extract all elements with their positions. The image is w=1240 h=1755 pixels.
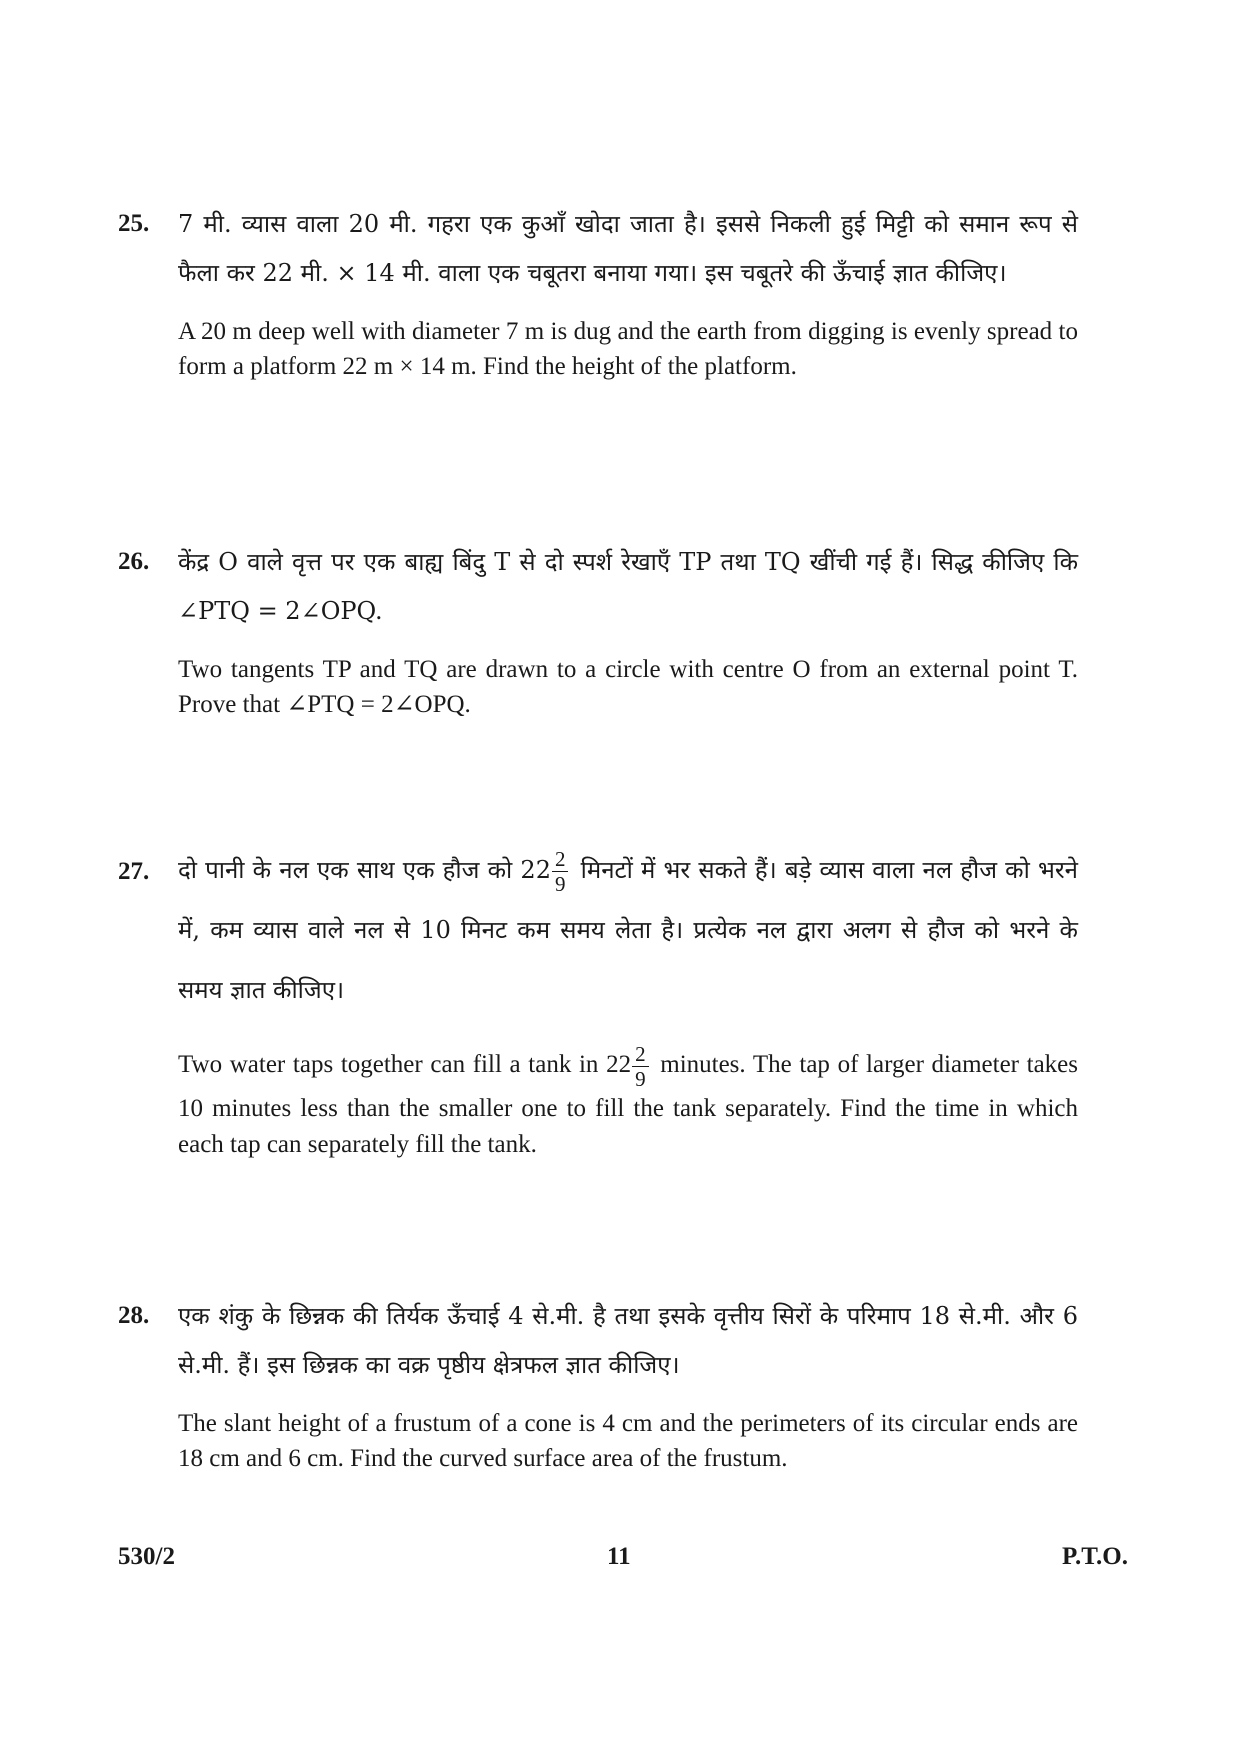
fraction-denominator: 9	[554, 872, 566, 896]
page-footer	[118, 1543, 1128, 1575]
mixed-fraction-whole: 22	[606, 1051, 632, 1079]
question-26	[118, 538, 1078, 722]
question-number: 25.	[118, 210, 150, 237]
question-28	[118, 1292, 1078, 1476]
question-text-hindi: एक शंकु के छिन्नक की तिर्यक ऊँचाई 4 से.मी. है तथा इसके वृत्तीय सिरों के परिमाप 18 से.मी. और 6 से.मी. हैं। इस छिन्नक का वक्र पृष्ठीय क्षेत्रफल ज्ञात कीजिए।	[178, 1302, 1078, 1379]
english-text-start: Two water taps together can fill a tank in	[178, 1051, 599, 1079]
question-text-english: A 20 m deep well with diameter 7 m is dug and the earth from digging is evenly spread to form a platform 22 m × 14 m. Find the height of the platform.	[178, 318, 1078, 380]
fraction-denominator: 9	[635, 1067, 646, 1091]
fraction	[632, 1042, 649, 1091]
question-number: 27.	[118, 858, 150, 885]
question-25	[118, 200, 1078, 384]
question-text-english: Two tangents TP and TQ are drawn to a circle with centre O from an external point T. Prove that ∠PTQ = 2∠OPQ.	[178, 656, 1078, 718]
question-27	[118, 840, 1078, 1163]
question-text-english	[178, 1042, 1078, 1163]
paper-code: 530/2	[118, 1543, 175, 1570]
question-text-hindi: 7 मी. व्यास वाला 20 मी. गहरा एक कुआँ खोदा जाता है। इससे निकली हुई मिट्टी को समान रूप से फैला कर 22 मी. × 14 मी. वाला एक चबूतरा बनाया गया। इस चबूतरे की ऊँचाई ज्ञात कीजिए।	[178, 210, 1078, 287]
english-text-end: minutes. The tap of larger diameter takes 10 minutes less than the smaller one to fill the tank separately. Find the time in which each tap can separately fill the tank.	[178, 1051, 1079, 1158]
question-text-english: The slant height of a frustum of a cone is 4 cm and the perimeters of its circular ends are 18 cm and 6 cm. Find the curved surface area of the frustum.	[178, 1410, 1078, 1472]
question-number: 26.	[118, 548, 150, 575]
question-number: 28.	[118, 1302, 150, 1329]
fraction-numerator: 2	[632, 1042, 649, 1067]
question-text-hindi: केंद्र O वाले वृत्त पर एक बाह्य बिंदु T से दो स्पर्श रेखाएँ TP तथा TQ खींची गई हैं। सिद्ध कीजिए कि ∠PTQ = 2∠OPQ.	[178, 548, 1078, 625]
mixed-fraction-whole: 22	[520, 856, 551, 884]
hindi-text-start: दो पानी के नल एक साथ एक हौज को	[178, 856, 513, 884]
question-text-hindi	[178, 840, 1078, 1020]
page-number: 11	[607, 1543, 631, 1570]
fraction-numerator: 2	[552, 847, 569, 872]
fraction	[552, 847, 569, 896]
please-turn-over: P.T.O.	[1062, 1543, 1128, 1570]
hindi-text-end: मिनटों में भर सकते हैं। बड़े व्यास वाला नल हौज को भरने में, कम व्यास वाले नल से 10 मिनट कम समय लेता है। प्रत्येक नल द्वारा अलग से हौज को भरने के समय ज्ञात कीजिए।	[178, 856, 1078, 1004]
